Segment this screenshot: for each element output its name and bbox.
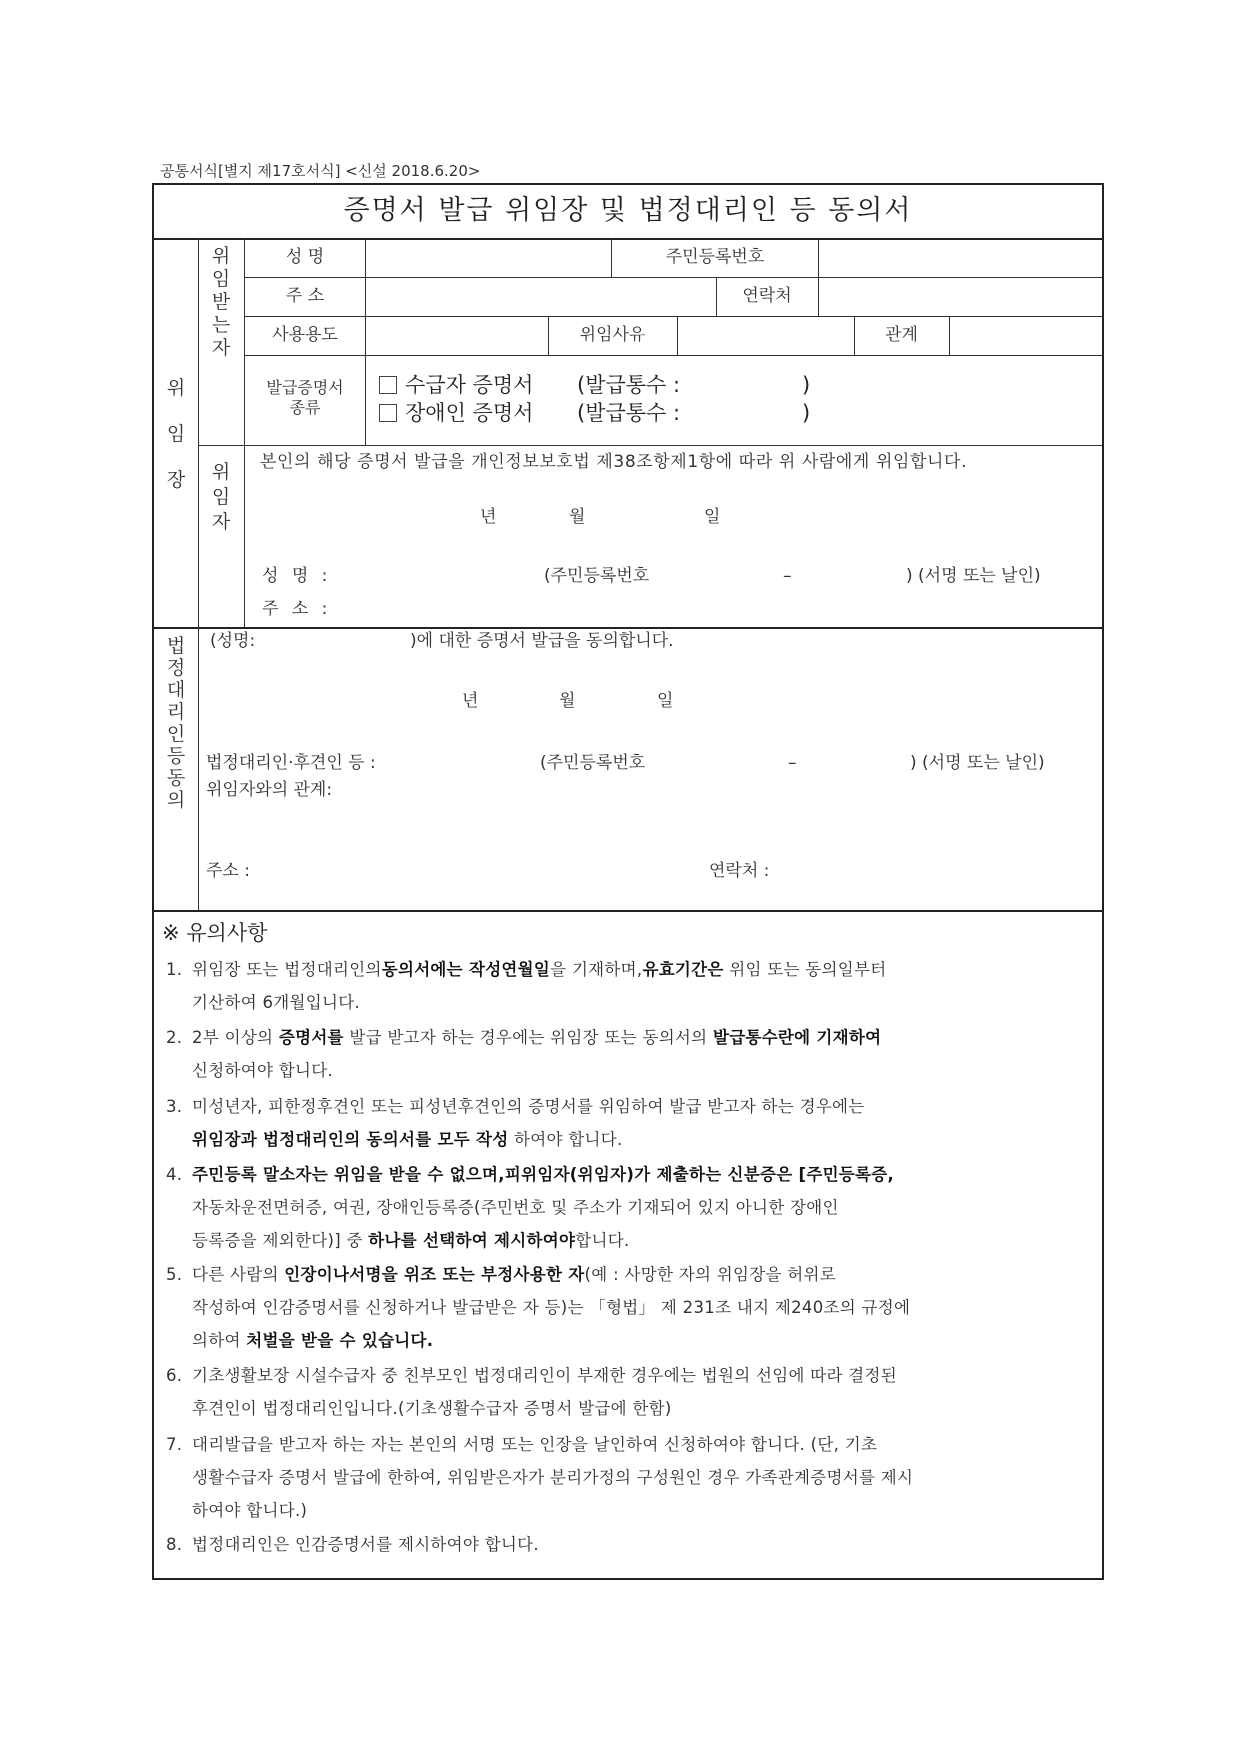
note-number: 4. bbox=[166, 1165, 183, 1184]
guardian-relation-label: 위임자와의 관계: bbox=[206, 780, 333, 800]
guardian-resident-dash: – bbox=[788, 753, 797, 773]
delegation-date-year: 년 bbox=[480, 507, 497, 527]
recipient-count: (발급통수 : bbox=[577, 373, 681, 397]
option-label: 수급자 증명서 bbox=[405, 373, 534, 397]
label-cert-type: 발급증명서 bbox=[266, 378, 344, 397]
reason-input[interactable] bbox=[679, 318, 852, 354]
guardian-sign: ) (서명 또는 날인) bbox=[910, 753, 1045, 773]
resident-number-input[interactable] bbox=[820, 240, 1100, 276]
usage-input[interactable] bbox=[367, 318, 546, 354]
delegation-date-day: 일 bbox=[704, 507, 721, 527]
note-text: 인장이나서명을 위조 또는 부정사용한 자 bbox=[284, 1265, 585, 1284]
guardian-contact-label: 연락처 : bbox=[709, 861, 770, 881]
row-divider bbox=[244, 355, 1102, 356]
note-text: 하여야 합니다.) bbox=[192, 1501, 308, 1520]
note-item bbox=[166, 1528, 1096, 1561]
note-item bbox=[166, 1158, 1096, 1257]
note-text: 위임 또는 동의일부터 bbox=[723, 960, 887, 979]
section-divider bbox=[154, 627, 1102, 629]
label-contact: 연락처 bbox=[742, 286, 792, 306]
note-item bbox=[166, 1090, 1096, 1156]
guardian-address-label: 주소 : bbox=[206, 861, 250, 881]
note-text: 후견인이 법정대리인입니다.(기초생활수급자 증명서 발급에 한함) bbox=[192, 1399, 672, 1418]
note-line bbox=[166, 1428, 1096, 1461]
delegator-address-label: 주 소 : bbox=[262, 599, 328, 619]
section-label-delegator: 위임자 bbox=[211, 461, 231, 533]
note-text: 유효기간은 bbox=[642, 960, 724, 979]
note-number: 3. bbox=[166, 1097, 183, 1116]
column-divider bbox=[548, 316, 549, 355]
note-text: 합니다. bbox=[575, 1231, 630, 1250]
note-item bbox=[166, 953, 1096, 1019]
note-text: 기초생활보장 시설수급자 중 친부모인 법정대리인이 부재한 경우에는 법원의 선임에 따라 결정된 bbox=[192, 1366, 898, 1385]
note-number: 8. bbox=[166, 1535, 183, 1554]
note-line bbox=[166, 1021, 1096, 1054]
note-text: (예 : 사망한 자의 위임장을 허위로 bbox=[584, 1265, 836, 1284]
column-divider bbox=[611, 238, 612, 277]
note-text: 처벌을 받을 수 있습니다. bbox=[246, 1331, 434, 1350]
notes-title: ※ 유의사항 bbox=[162, 921, 268, 945]
form-reference-line: 공통서식[별지 제17호서식] <신설 2018.6.20> bbox=[160, 162, 481, 180]
note-text: 발급통수란에 기재하여 bbox=[712, 1028, 882, 1047]
note-item bbox=[166, 1258, 1096, 1357]
note-line bbox=[166, 1324, 1096, 1357]
note-text: 기산하여 6개월입니다. bbox=[192, 993, 361, 1012]
note-number: 6. bbox=[166, 1366, 183, 1385]
column-divider bbox=[818, 238, 819, 277]
name-input[interactable] bbox=[367, 240, 609, 276]
delegator-resident-number: (주민등록번호 bbox=[544, 566, 650, 586]
option-disability-certificate[interactable] bbox=[379, 403, 533, 424]
note-item bbox=[166, 1359, 1096, 1425]
note-item bbox=[166, 1021, 1096, 1087]
note-line bbox=[166, 1054, 1096, 1087]
recipient-count-close: ) bbox=[802, 373, 811, 397]
note-line bbox=[166, 1224, 1096, 1257]
label-reason: 위임사유 bbox=[579, 325, 646, 345]
label-relation: 관계 bbox=[885, 325, 918, 345]
disability-count: (발급통수 : bbox=[577, 401, 681, 425]
guardian-label: 법정대리인·후견인 등 : bbox=[206, 753, 376, 773]
address-input[interactable] bbox=[367, 279, 714, 315]
note-line bbox=[166, 1528, 1096, 1561]
disability-certificate-checkbox[interactable] bbox=[379, 404, 397, 422]
label-cert-type-suffix: 종류 bbox=[289, 398, 321, 417]
consent-form bbox=[152, 183, 1104, 1580]
column-divider bbox=[244, 238, 245, 627]
label-usage: 사용용도 bbox=[272, 325, 338, 345]
note-line bbox=[166, 1461, 1096, 1494]
note-number: 7. bbox=[166, 1435, 183, 1454]
delegator-sign: ) (서명 또는 날인) bbox=[906, 566, 1041, 586]
delegation-statement: 본인의 해당 증명서 발급을 개인정보보호법 제38조항제1항에 따라 위 사람에게 위임합니다. bbox=[260, 452, 968, 472]
row-divider bbox=[244, 277, 1102, 278]
note-text: 위임장과 법정대리인의 동의서를 모두 작성 bbox=[192, 1130, 509, 1149]
column-divider bbox=[818, 277, 819, 316]
note-text: 의하여 bbox=[192, 1331, 247, 1350]
note-text: 증명서를 bbox=[278, 1028, 344, 1047]
note-line bbox=[166, 1392, 1096, 1425]
section-label-poa: 위임장 bbox=[166, 377, 186, 491]
note-line bbox=[166, 986, 1096, 1019]
option-label: 장애인 증명서 bbox=[405, 401, 534, 425]
note-line bbox=[166, 1123, 1096, 1156]
note-text: 미성년자, 피한정후견인 또는 피성년후견인의 증명서를 위임하여 발급 받고자 하는 경우에는 bbox=[192, 1097, 865, 1116]
note-text: 2부 이상의 bbox=[192, 1028, 279, 1047]
consent-date-month: 월 bbox=[559, 691, 576, 711]
note-text: 주민등록 말소자는 위임을 받을 수 없으며,피위임자(위임자)가 제출하는 신분증은 [주민등록증, bbox=[192, 1165, 895, 1184]
note-text: 위임장 또는 법정대리인의 bbox=[192, 960, 382, 979]
delegator-resident-dash: – bbox=[783, 566, 792, 586]
consent-date-day: 일 bbox=[657, 691, 674, 711]
contact-input[interactable] bbox=[820, 279, 1100, 315]
note-text: 작성하여 인감증명서를 신청하거나 발급받은 자 등)는 「형법」 제 231조 내지 제240조의 규정에 bbox=[192, 1298, 911, 1317]
delegator-name-label: 성 명 : bbox=[262, 566, 328, 586]
note-line bbox=[166, 1291, 1096, 1324]
option-recipient-certificate[interactable] bbox=[379, 375, 533, 396]
note-text: 발급 받고자 하는 경우에는 위임장 또는 동의서의 bbox=[343, 1028, 713, 1047]
guardian-name-open: (성명: bbox=[210, 631, 256, 651]
section-label-delegatee: 위임받는자 bbox=[211, 245, 231, 359]
note-text: 자동차운전면허증, 여권, 장애인등록증(주민번호 및 주소가 기재되어 있지 아니한 장애인 bbox=[192, 1198, 839, 1217]
note-line bbox=[166, 1191, 1096, 1224]
column-divider bbox=[949, 316, 950, 355]
note-line bbox=[166, 1359, 1096, 1392]
section-label-guardian-consent: 법정대리인등동의 bbox=[166, 635, 186, 811]
note-number: 2. bbox=[166, 1028, 183, 1047]
note-line bbox=[166, 953, 1096, 986]
recipient-certificate-checkbox[interactable] bbox=[379, 376, 397, 394]
note-text: 등록증을 제외한다)] 중 bbox=[192, 1231, 369, 1250]
column-divider bbox=[198, 238, 199, 910]
note-item bbox=[166, 1428, 1096, 1527]
row-divider bbox=[199, 445, 1102, 446]
note-line bbox=[166, 1258, 1096, 1291]
note-text: 대리발급을 받고자 하는 자는 본인의 서명 또는 인장을 날인하여 신청하여야 합니다. (단, 기초 bbox=[192, 1435, 878, 1454]
column-divider bbox=[854, 316, 855, 355]
consent-date-year: 년 bbox=[462, 691, 479, 711]
label-resident-number: 주민등록번호 bbox=[665, 247, 765, 267]
note-text: 하여야 합니다. bbox=[508, 1130, 623, 1149]
note-number: 5. bbox=[166, 1265, 183, 1284]
form-title: 증명서 발급 위임장 및 법정대리인 등 동의서 bbox=[343, 195, 913, 226]
disability-count-close: ) bbox=[802, 401, 811, 425]
column-divider bbox=[365, 238, 366, 445]
note-text: 신청하여야 합니다. bbox=[192, 1061, 334, 1080]
note-line bbox=[166, 1090, 1096, 1123]
note-line bbox=[166, 1158, 1096, 1191]
guardian-resident-number: (주민등록번호 bbox=[540, 753, 646, 773]
note-number: 1. bbox=[166, 960, 183, 979]
note-text: 하나를 선택하여 제시하여야 bbox=[368, 1231, 576, 1250]
label-address: 주 소 bbox=[285, 286, 325, 306]
note-line bbox=[166, 1494, 1096, 1527]
note-text: 생활수급자 증명서 발급에 한하여, 위임받은자가 분리가정의 구성원인 경우 가족관계증명서를 제시 bbox=[192, 1468, 914, 1487]
delegation-date-month: 월 bbox=[569, 507, 586, 527]
guardian-consent-statement: )에 대한 증명서 발급을 동의합니다. bbox=[410, 631, 674, 651]
note-text: 을 기재하며, bbox=[550, 960, 643, 979]
note-text: 동의서에는 작성연월일 bbox=[381, 960, 551, 979]
note-text: 다른 사람의 bbox=[192, 1265, 285, 1284]
column-divider bbox=[716, 277, 717, 316]
label-name: 성 명 bbox=[285, 247, 325, 267]
column-divider bbox=[677, 316, 678, 355]
relation-input[interactable] bbox=[951, 318, 1100, 354]
row-divider bbox=[244, 316, 1102, 317]
notes-divider bbox=[154, 910, 1102, 912]
note-text: 법정대리인은 인감증명서를 제시하여야 합니다. bbox=[192, 1535, 539, 1554]
